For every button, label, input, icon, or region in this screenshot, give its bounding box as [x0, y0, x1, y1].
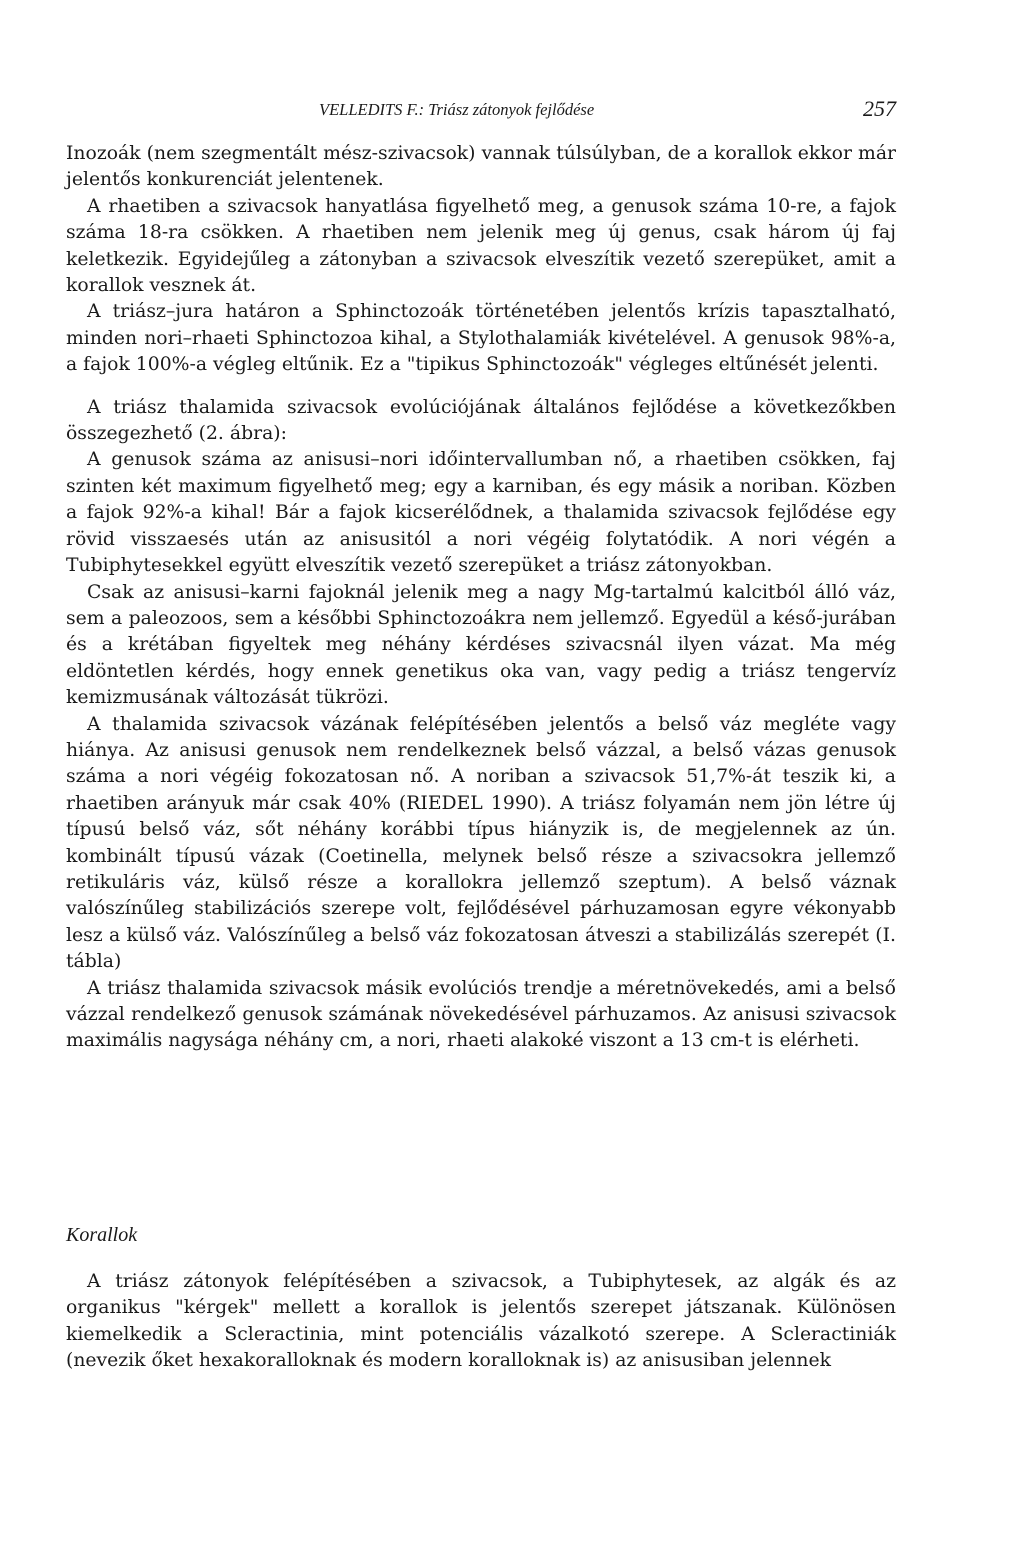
section-heading: Korallok: [66, 1224, 138, 1246]
paragraph: Inozoák (nem szegmentált mész-szivacsok) vannak túlsúlyban, de a korallok ekkor már jelentős konkurenciát jelentenek.: [66, 143, 896, 191]
running-title: VELLEDITS F.: Triász zátonyok fejlődése: [319, 100, 595, 119]
body-text: [66, 141, 896, 1055]
paragraph: A triász zátonyok felépítésében a szivacsok, a Tubiphytesek, az algák és az organikus "kérgek" mellett a korallok is jelentős szerepet játszanak. Különösen kiemelkedik a Scleractinia, mint potenciális vázalkotó szerepe. A Scleractiniák (nevezik őket hexakoralloknak és modern koralloknak is) az anisusiban jelennek: [66, 1271, 896, 1372]
page-number: 257: [863, 96, 896, 121]
paragraph: A rhaetiben a szivacsok hanyatlása figyelhető meg, a genusok száma 10-re, a fajok száma 18-ra csökken. A rhaetiben nem jelenik meg új genus, csak három új faj keletkezik. Egyidejűleg a zátonyban a szivacsok elveszítik vezető szerepüket, amit a korallok vesznek át.: [66, 195, 896, 297]
paragraph: A thalamida szivacsok vázának felépítésében jelentős a belső váz megléte vagy hiánya. Az anisusi genusok nem rendelkeznek belső vázzal, a belső vázas genusok száma a nori végéig fokozatosan nő. A noriban a szivacsok 51,7%-át teszik ki, a rhaetiben arányuk már csak 40% (RIEDEL 1990). A triász folyamán nem jön létre új típusú belső váz, sőt néhány korábbi típus hiányzik is, de megjelennek az ún. kombinált típusú vázak (Coetinella, melynek belső része a szivacsokra jellemző retikuláris váz, külső része a korallokra jellemző szeptum). A belső váznak valószínűleg stabilizációs szerepe volt, fejlődésével párhuzamosan egyre vékonyabb lesz a külső váz. Valószínűleg a belső váz fokozatosan átveszi a stabilizálás szerepét (I. tábla): [66, 713, 896, 973]
paragraph: A genusok száma az anisusi–nori időintervallumban nő, a rhaetiben csökken, faj szinten két maximum figyelhető meg; egy a karniban, és egy másik a noriban. Közben a fajok 92%-a kihal! Bár a fajok kicserélődnek, a thalamida szivacsok fejlődése egy rövid visszaesés után az anisusitól a nori végéig folytatódik. A nori végén a Tubiphytesekkel együtt elveszítik vezető szerepüket a triász zátonyokban.: [66, 449, 896, 577]
page-header: [66, 96, 896, 130]
paragraph: Csak az anisusi–karni fajoknál jelenik meg a nagy Mg-tartalmú kalcitból álló váz, sem a paleozoos, sem a későbbi Sphinctozoákra nem jellemző. Egyedül a késő-jurában és a krétában figyeltek meg néhány kérdéses szivacsnál ilyen vázat. Ma még eldöntetlen kérdés, hogy ennek genetikus oka van, vagy pedig a triász tengervíz kemizmusának változását tükrözi.: [66, 581, 896, 709]
paragraph: A triász thalamida szivacsok másik evolúciós trendje a méretnövekedés, ami a belső vázzal rendelkező genusok számának növekedésével párhuzamos. Az anisusi szivacsok maximális nagysága néhány cm, a nori, rhaeti alakoké viszont a 13 cm-t is elérheti.: [66, 977, 896, 1052]
paragraph: A triász thalamida szivacsok evolúciójának általános fejlődése a következőkben összegezhető (2. ábra):: [66, 396, 896, 445]
paragraph: A triász–jura határon a Sphinctozoák történetében jelentős krízis tapasztalható, minden nori–rhaeti Sphinctozoa kihal, a Stylothalamiák kivételével. A genusok 98%-a, a fajok 100%-a végleg eltűnik. Ez a "tipikus Sphinctozoák" végleges eltűnését jelenti.: [66, 301, 896, 376]
section-body: [66, 1269, 896, 1375]
